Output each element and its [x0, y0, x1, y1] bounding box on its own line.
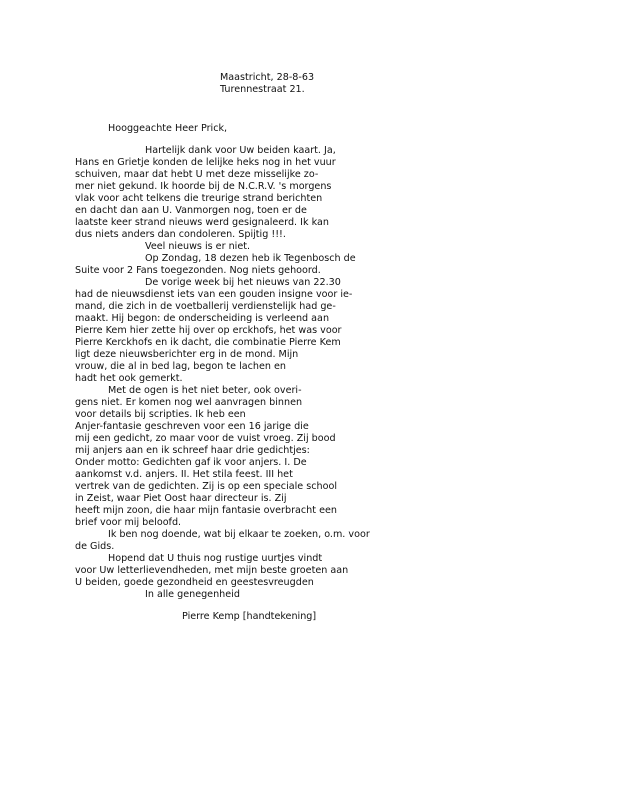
letter-body-line: laatste keer strand nieuws werd gesignaleerd. Ik kan — [75, 217, 329, 228]
letter-body-line: Hartelijk dank voor Uw beiden kaart. Ja, — [145, 145, 336, 156]
letter-place-date: Maastricht, 28-8-63 — [220, 72, 315, 83]
letter-body-line: maakt. Hij begon: de onderscheiding is verleend aan — [75, 313, 330, 324]
letter-salutation: Hooggeachte Heer Prick, — [108, 123, 228, 134]
letter-body-line: de Gids. — [75, 541, 115, 552]
letter-body-line: mer niet gekund. Ik hoorde bij de N.C.R.V. 's morgens — [75, 181, 332, 192]
letter-body-line: heeft mijn zoon, die haar mijn fantasie overbracht een — [75, 505, 337, 516]
letter-body-line: brief voor mij beloofd. — [75, 517, 182, 528]
letter-body-line: had de nieuwsdienst iets van een gouden insigne voor ie- — [75, 289, 353, 300]
letter-closing: In alle genegenheid — [145, 589, 240, 600]
letter-body-line: Onder motto: Gedichten gaf ik voor anjers. I. De — [75, 457, 307, 468]
letter-body-line: schuiven, maar dat hebt U met deze misselijke zo- — [75, 169, 319, 180]
letter-body-line: voor details bij scripties. Ik heb een — [75, 409, 246, 420]
letter-body-line: Ik ben nog doende, wat bij elkaar te zoeken, o.m. voor — [108, 529, 370, 540]
letter-body-line: Suite voor 2 Fans toegezonden. Nog niets gehoord. — [75, 265, 321, 276]
letter-body-line: De vorige week bij het nieuws van 22.30 — [145, 277, 341, 288]
letter-body-line: en dacht dan aan U. Vanmorgen nog, toen er de — [75, 205, 307, 216]
letter-body-line: mand, die zich in de voetballerij verdienstelijk had ge- — [75, 301, 336, 312]
letter-body-line: gens niet. Er komen nog wel aanvragen binnen — [75, 397, 303, 408]
letter-address: Turennestraat 21. — [220, 84, 305, 95]
letter-body-line: vlak voor acht telkens die treurige strand berichten — [75, 193, 323, 204]
letter-body-line: hadt het ook gemerkt. — [75, 373, 183, 384]
letter-body-line: in Zeist, waar Piet Oost haar directeur is. Zij — [75, 493, 287, 504]
letter-body-line: Veel nieuws is er niet. — [145, 241, 251, 252]
letter-body-line: mij een gedicht, zo maar voor de vuist vroeg. Zij bood — [75, 433, 336, 444]
letter-body-line: vertrek van de gedichten. Zij is op een speciale school — [75, 481, 337, 492]
letter-body-line: Pierre Kerckhofs en ik dacht, die combinatie Pierre Kem — [75, 337, 341, 348]
letter-body-line: voor Uw letterlievendheden, met mijn beste groeten aan — [75, 565, 349, 576]
letter-body-line: Hopend dat U thuis nog rustige uurtjes vindt — [108, 553, 323, 564]
letter-body-line: Hans en Grietje konden de lelijke heks nog in het vuur — [75, 157, 336, 168]
letter-body-line: dus niets anders dan condoleren. Spijtig !!!. — [75, 229, 286, 240]
letter-body-line: vrouw, die al in bed lag, begon te lachen en — [75, 361, 286, 372]
letter-signature: Pierre Kemp [handtekening] — [182, 611, 317, 622]
letter-body-line: Pierre Kem hier zette hij over op erckhofs, het was voor — [75, 325, 342, 336]
letter-body-line: Anjer-fantasie geschreven voor een 16 jarige die — [75, 421, 309, 432]
letter-body-line: U beiden, goede gezondheid en geestesvreugden — [75, 577, 314, 588]
letter-body-line: Met de ogen is het niet beter, ook overi- — [108, 385, 302, 396]
letter-body-line: ligt deze nieuwsberichter erg in de mond. Mijn — [75, 349, 299, 360]
letter-body-line: Op Zondag, 18 dezen heb ik Tegenbosch de — [145, 253, 356, 264]
letter-body-line: aankomst v.d. anjers. II. Het stila feest. III het — [75, 469, 293, 480]
letter-body-line: mij anjers aan en ik schreef haar drie gedichtjes: — [75, 445, 310, 456]
